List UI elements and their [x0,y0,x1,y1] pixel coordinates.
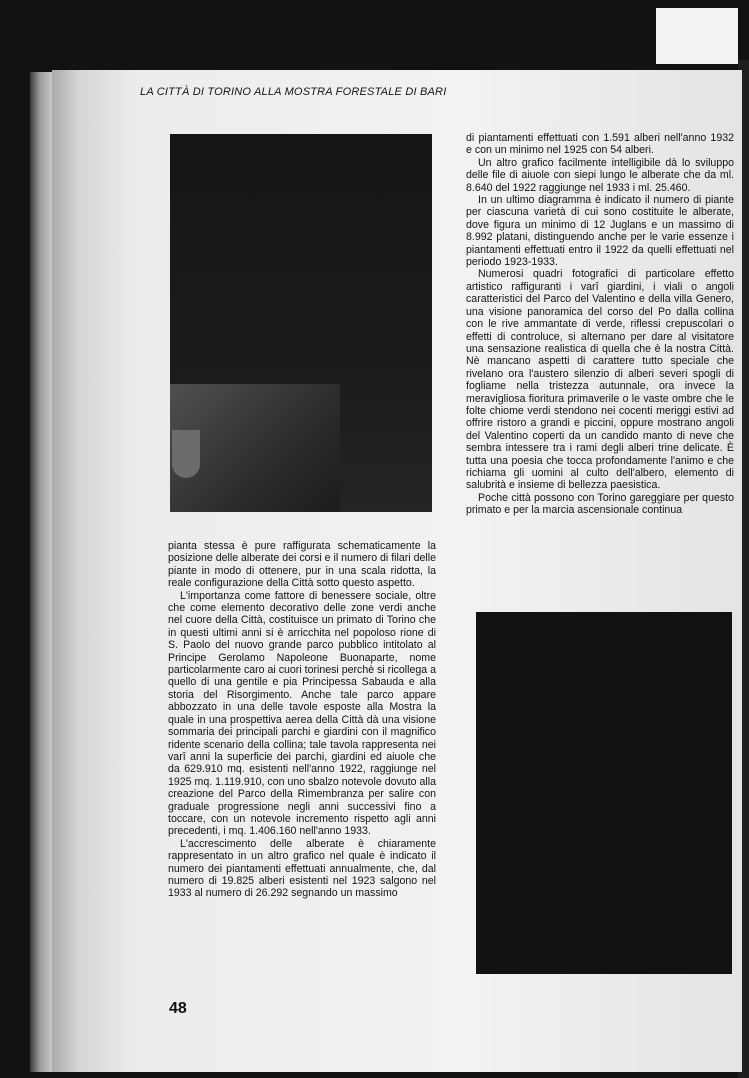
text-column-left [168,540,436,900]
page-edge-left [30,72,54,1072]
text-column-right [466,132,734,517]
page-corner [656,8,738,64]
paragraph: In un ultimo diagramma è indicato il numero di piante per ciascuna varietà di cui sono costituite le alberate, dove figura un minimo di 12 Juglans e un massimo di 8.992 platani, distinguendo anche per le varie essenze i piantamenti effettuati entro il 1922 da quelli effettuati nel periodo 1923-1933. [466,194,734,269]
photo-plate-bottom [476,612,732,974]
photo-plate-top [170,134,432,512]
paragraph: L'importanza come fattore di benessere sociale, oltre che come elemento decorativo delle zone verdi anche nel cuore della Città, costituisce un primato di Torino che in questi ultimi anni si è arricchita nel popoloso rione di S. Paolo del nuovo grande parco pubblico intitolato al Principe Gerolamo Napoleone Buonaparte, nome particolarmente caro ai cuori torinesi perchè si ricollega a quello di una gentile e pia Principessa Sabauda e alla storia del Risorgimento. Anche tale parco appare abbozzato in una delle tavole esposte alla Mostra la quale in una prospettiva aerea della Città dà una visione sommaria dei principali parchi e giardini con il magnifico ridente scenario della collina; tale tavola rappresenta nei varî anni la superficie dei parchi, giardini ed aiuole che da 629.910 mq. esistenti nell'anno 1922, raggiunge nel 1925 mq. 1.119.910, con uno sbalzo notevole dovuto alla creazione del Parco della Rimembranza per salire con graduale progressione negli anni successivi fino a toccare, con un notevole incremento rispetto agli anni precedenti, i mq. 1.406.160 nell'anno 1933. [168,589,436,838]
book-page [52,70,742,1072]
paragraph: pianta stessa è pure raffigurata schematicamente la posizione delle alberate dei corsi e il numero di filari delle piante in modo di ottenere, pur in una scala ridotta, la reale configurazione della Città sotto questo aspetto. [168,540,436,590]
paragraph: Un altro grafico facilmente intelligibile dà lo sviluppo delle file di aiuole con siepi lungo le alberate che da ml. 8.640 del 1922 raggiunge nel 1933 i ml. 25.460. [466,156,734,194]
paragraph: L'accrescimento delle alberate è chiaramente rappresentato in un altro grafico nel quale è indicato il numero dei piantamenti effettuati annualmente, che, dal numero di 19.825 alberi esistenti nel 1923 salgono nel 1933 al numero di 26.292 segnando un massimo [168,837,436,900]
page-number: 48 [169,1000,187,1017]
paragraph: Numerosi quadri fotografici di particolare effetto artistico raffiguranti i varî giardini, i viali o angoli caratteristici del Parco del Valentino e della villa Genero, una visione panoramica del corso del Po dalla collina con le rive ammantate di verde, riflessi crepuscolari o effetti di controluce, si alternano per dare al visitatore una sensazione realistica di quella che è la nostra Città. Nè mancano aspetti di carattere tutto speciale che rivelano ora l'austero silenzio di alberi severi spogli di fogliame nella tristezza autunnale, ora invece la meravigliosa fioritura primaverile o le vaste ombre che le folte chiome verdi stendono nei cocenti meriggi estivi ad offrire ristoro a grandi e piccini, oppure mostrano angoli del Valentino coperti da un candido manto di neve che sembra intessere tra i rami degli alberi trine delicate. È tutta una poesia che tocca profondamente l'animo e che richiama gli uomini al culto dell'albero, elemento di salubrità e insieme di bellezza paesistica. [466,268,734,492]
coat-of-arms-shape [172,430,200,478]
paragraph: di piantamenti effettuati con 1.591 alberi nell'anno 1932 e con un minimo nel 1925 con 54 alberi. [466,132,734,157]
paragraph: Poche città possono con Torino gareggiare per questo primato e per la marcia ascensionale continua [466,491,734,517]
running-head: LA CITTÀ DI TORINO ALLA MOSTRA FORESTALE DI BARI [140,86,447,98]
